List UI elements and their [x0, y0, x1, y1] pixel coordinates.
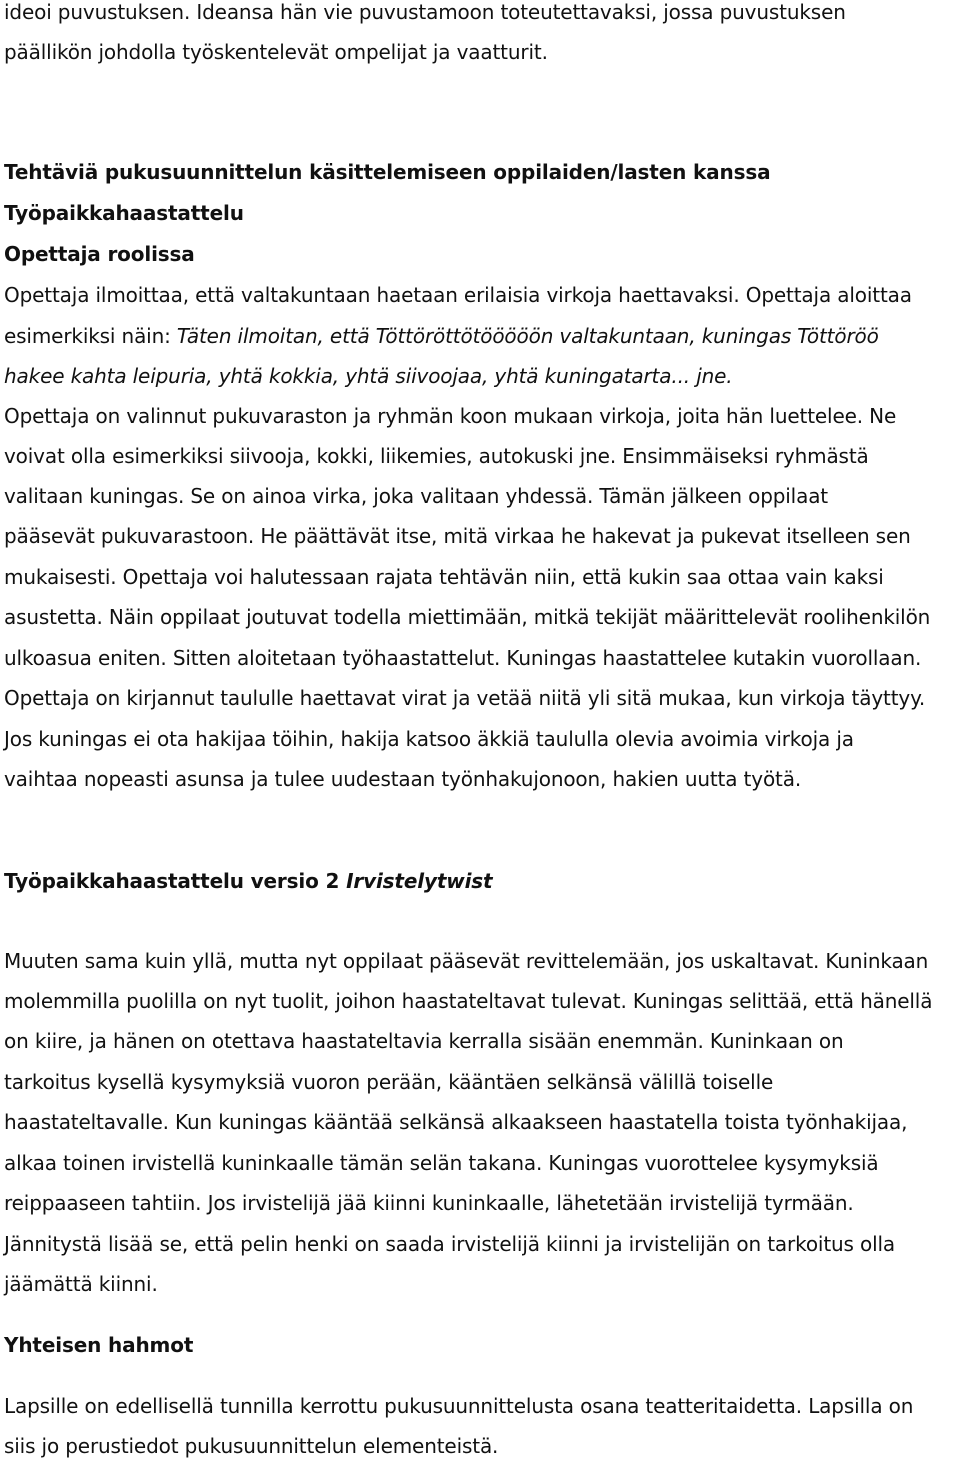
heading-text: Työpaikkahaastattelu versio 2 [4, 869, 347, 893]
paragraph-line: Jos kuningas ei ota hakijaa töihin, hakija katsoo äkkiä taululla olevia avoimia virkoja ja [4, 727, 854, 751]
section-heading-shared-characters: Yhteisen hahmot [4, 1333, 194, 1357]
intro-line-1: ideoi puvustuksen. Ideansa hän vie puvustamoon toteutettavaksi, jossa puvustuksen [4, 0, 846, 24]
paragraph-line: ulkoasua eniten. Sitten aloitetaan työhaastattelut. Kuningas haastattelee kutakin vuorollaan. [4, 646, 922, 670]
paragraph-line: Jännitystä lisää se, että pelin henki on saada irvistelijä kiinni ja irvistelijän on tarkoitus olla [4, 1232, 896, 1256]
paragraph-line: Lapsille on edellisellä tunnilla kerrottu pukusuunnittelusta osana teatteritaidetta. Lapsilla on [4, 1394, 914, 1418]
paragraph-line: hakee kahta leipuria, yhtä kokkia, yhtä siivoojaa, yhtä kuningatarta... jne. [4, 364, 733, 388]
subheading-teacher-role: Opettaja roolissa [4, 242, 195, 266]
paragraph-line: Opettaja ilmoittaa, että valtakuntaan haetaan erilaisia virkoja haettavaksi. Opettaja aloittaa [4, 283, 912, 307]
paragraph-line: on kiire, ja hänen on otettava haastateltavia kerralla sisään enemmän. Kuninkaan on [4, 1029, 844, 1053]
paragraph-line: Opettaja on valinnut pukuvaraston ja ryhmän koon mukaan virkoja, joita hän luettelee. Ne [4, 404, 897, 428]
paragraph-line: vaihtaa nopeasti asunsa ja tulee uudestaan työnhakujonoon, hakien uutta työtä. [4, 767, 802, 791]
paragraph-text: esimerkiksi näin: [4, 324, 177, 348]
paragraph-line: Muuten sama kuin yllä, mutta nyt oppilaat pääsevät revittelemään, jos uskaltavat. Kuninkaan [4, 949, 929, 973]
paragraph-line [4, 324, 879, 348]
intro-line-2: päällikön johdolla työskentelevät ompelijat ja vaatturit. [4, 40, 548, 64]
paragraph-line: alkaa toinen irvistellä kuninkaalle tämän selän takana. Kuningas vuorottelee kysymyksiä [4, 1151, 879, 1175]
paragraph-line: reippaaseen tahtiin. Jos irvistelijä jää kiinni kuninkaalle, lähetetään irvistelijä tyrmään. [4, 1191, 854, 1215]
section-heading-tasks: Tehtäviä pukusuunnittelun käsittelemiseen oppilaiden/lasten kanssa [4, 160, 771, 184]
paragraph-italic-text: Täten ilmoitan, että Töttöröttötööööön valtakuntaan, kuningas Töttöröö [176, 324, 879, 348]
paragraph-line: siis jo perustiedot pukusuunnittelun elementeistä. [4, 1434, 499, 1458]
paragraph-line: haastateltavalle. Kun kuningas kääntää selkänsä alkaakseen haastatella toista työnhakijaa, [4, 1110, 908, 1134]
section-heading-version-2 [4, 869, 492, 893]
paragraph-line: valitaan kuningas. Se on ainoa virka, joka valitaan yhdessä. Tämän jälkeen oppilaat [4, 484, 828, 508]
paragraph-line: mukaisesti. Opettaja voi halutessaan rajata tehtävän niin, että kukin saa ottaa vain kaksi [4, 565, 884, 589]
paragraph-line: pääsevät pukuvarastoon. He päättävät itse, mitä virkaa he hakevat ja pukevat itselleen sen [4, 524, 911, 548]
paragraph-line: jäämättä kiinni. [4, 1272, 158, 1296]
paragraph-line: tarkoitus kysellä kysymyksiä vuoron perään, kääntäen selkänsä välillä toiselle [4, 1070, 774, 1094]
heading-italic-text: Irvistelytwist [346, 869, 493, 893]
subheading-job-interview: Työpaikkahaastattelu [4, 201, 244, 225]
paragraph-line: molemmilla puolilla on nyt tuolit, joihon haastateltavat tulevat. Kuningas selittää, että hänellä [4, 989, 933, 1013]
paragraph-line: asustetta. Näin oppilaat joutuvat todella miettimään, mitkä tekijät määrittelevät roolihenkilön [4, 605, 931, 629]
paragraph-line: voivat olla esimerkiksi siivooja, kokki, liikemies, autokuski jne. Ensimmäiseksi ryhmästä [4, 444, 869, 468]
paragraph-line: Opettaja on kirjannut taululle haettavat virat ja vetää niitä yli sitä mukaa, kun virkoja täyttyy. [4, 686, 926, 710]
